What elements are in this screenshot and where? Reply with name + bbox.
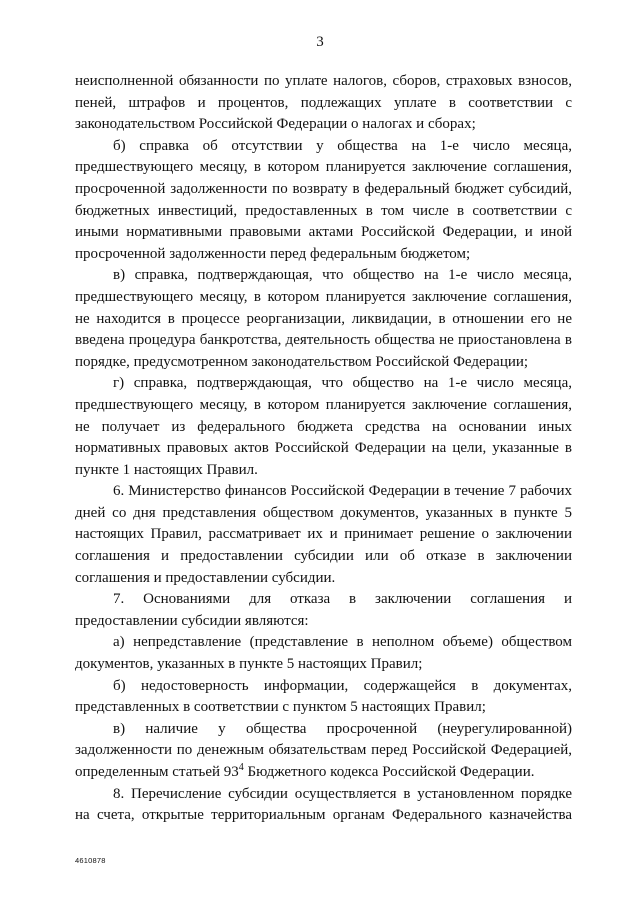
paragraph-clause-6: 6. Министерство финансов Российской Федерации в течение 7 рабочих дней со дня представления обществом документов, указанных в пункте 5 настоящих Правил, рассматривает их и принимает решение о заключении соглашения и предоставлении субсидии или об отказе в заключении соглашения и предоставлении субсидии. bbox=[75, 483, 572, 586]
paragraph-clause-7: 7. Основаниями для отказа в заключении соглашения и предоставлении субсидии являются: bbox=[75, 591, 572, 629]
paragraph-continuation: неисполненной обязанности по уплате налогов, сборов, страховых взносов, пеней, штрафов и процентов, подлежащих уплате в соответствии с законодательством Российской Федерации о налогах и сборах; bbox=[75, 73, 572, 133]
paragraph-item-b-certificate: б) справка об отсутствии у общества на 1-е число месяца, предшествующего месяцу, в котором планируется заключение соглашения, просроченной задолженности по возврату в федеральный бюджет субсидий, бюджетных инвестиций, предоставленных в том числе в соответствии с иными нормативными правовыми актами Российской Федерации, и иной просроченной задолженности перед федеральным бюджетом; bbox=[75, 137, 572, 262]
document-body bbox=[75, 71, 572, 827]
clause-7-v-text-end: Бюджетного кодекса Российской Федерации. bbox=[243, 764, 535, 780]
article-superscript: 4 bbox=[238, 762, 244, 773]
clause-7-v-text: в) наличие у общества просроченной (неурегулированной) задолженности по денежным обязательствам перед Российской Федерацией, определенным статьей 93 bbox=[75, 720, 572, 780]
paragraph-clause-7-a: а) непредставление (представление в неполном объеме) обществом документов, указанных в пункте 5 настоящих Правил; bbox=[75, 634, 572, 673]
paragraph-clause-7-v bbox=[75, 719, 572, 784]
document-code: 4610878 bbox=[75, 856, 106, 865]
paragraph-item-v-certificate: в) справка, подтверждающая, что общество на 1-е число месяца, предшествующего месяцу, в котором планируется заключение соглашения, не находится в процессе реорганизации, ликвидации, в отношении его не введена процедура банкротства, деятельность общества не приостановлена в порядке, предусмотренном законодательством Российской Федерации; bbox=[75, 267, 572, 370]
paragraph-item-g-certificate: г) справка, подтверждающая, что общество на 1-е число месяца, предшествующего месяцу, в котором планируется заключение соглашения, не получает из федерального бюджета средства на основании иных нормативных правовых актов Российской Федерации на цели, указанные в пункте 1 настоящих Правил. bbox=[75, 375, 572, 478]
paragraph-clause-8: 8. Перечисление субсидии осуществляется в установленном порядке на счета, открытые территориальным органам Федерального казначейства bbox=[75, 785, 572, 824]
page-number: 3 bbox=[316, 34, 324, 50]
paragraph-clause-7-b: б) недостоверность информации, содержащейся в документах, представленных в соответствии с пунктом 5 настоящих Правил; bbox=[75, 677, 572, 716]
